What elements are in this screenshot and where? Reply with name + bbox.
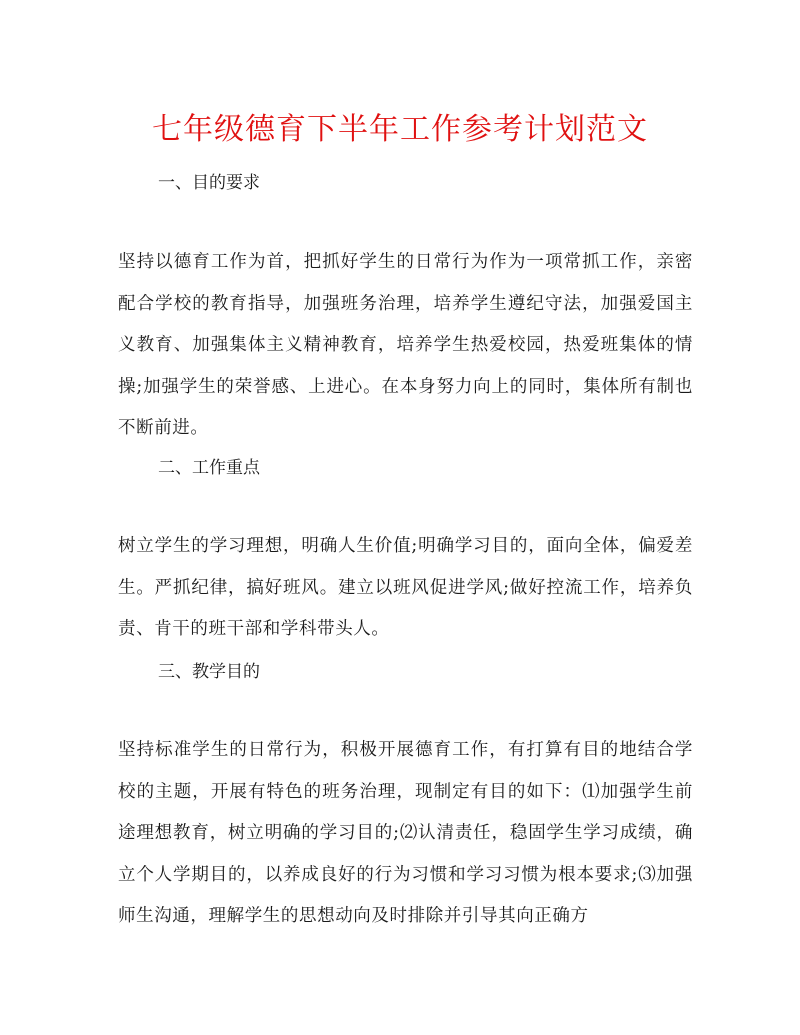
document-title: 七年级德育下半年工作参考计划范文 bbox=[152, 112, 648, 147]
section-heading-2: 二、工作重点 bbox=[158, 458, 260, 478]
section-heading-3: 三、教学目的 bbox=[158, 662, 260, 682]
section-paragraph-2: 树立学生的学习理想，明确人生价值;明确学习目的，面向全体，偏爱差生。严抓纪律，搞好班风。建立以班风促进学风;做好控流工作，培养负责、肯干的班干部和学科带头人。 bbox=[118, 536, 693, 639]
section-heading-1: 一、目的要求 bbox=[158, 173, 260, 193]
section-paragraph-1: 坚持以德育工作为首，把抓好学生的日常行为作为一项常抓工作，亲密配合学校的教育指导，加强班务治理，培养学生遵纪守法，加强爱国主义教育、加强集体主义精神教育，培养学生热爱校园，热爱班集体的情操;加强学生的荣誉感、上进心。在本身努力向上的同时，集体所有制也不断前进。 bbox=[118, 252, 693, 438]
section-paragraph-3: 坚持标准学生的日常行为，积极开展德育工作，有打算有目的地结合学校的主题，开展有特色的班务治理，现制定有目的如下：⑴加强学生前途理想教育，树立明确的学习目的;⑵认清责任，稳固学生学习成绩，确立个人学期目的，以养成良好的行为习惯和学习习惯为根本要求;⑶加强师生沟通，理解学生的思想动向及时排除并引导其向正确方 bbox=[118, 740, 693, 926]
